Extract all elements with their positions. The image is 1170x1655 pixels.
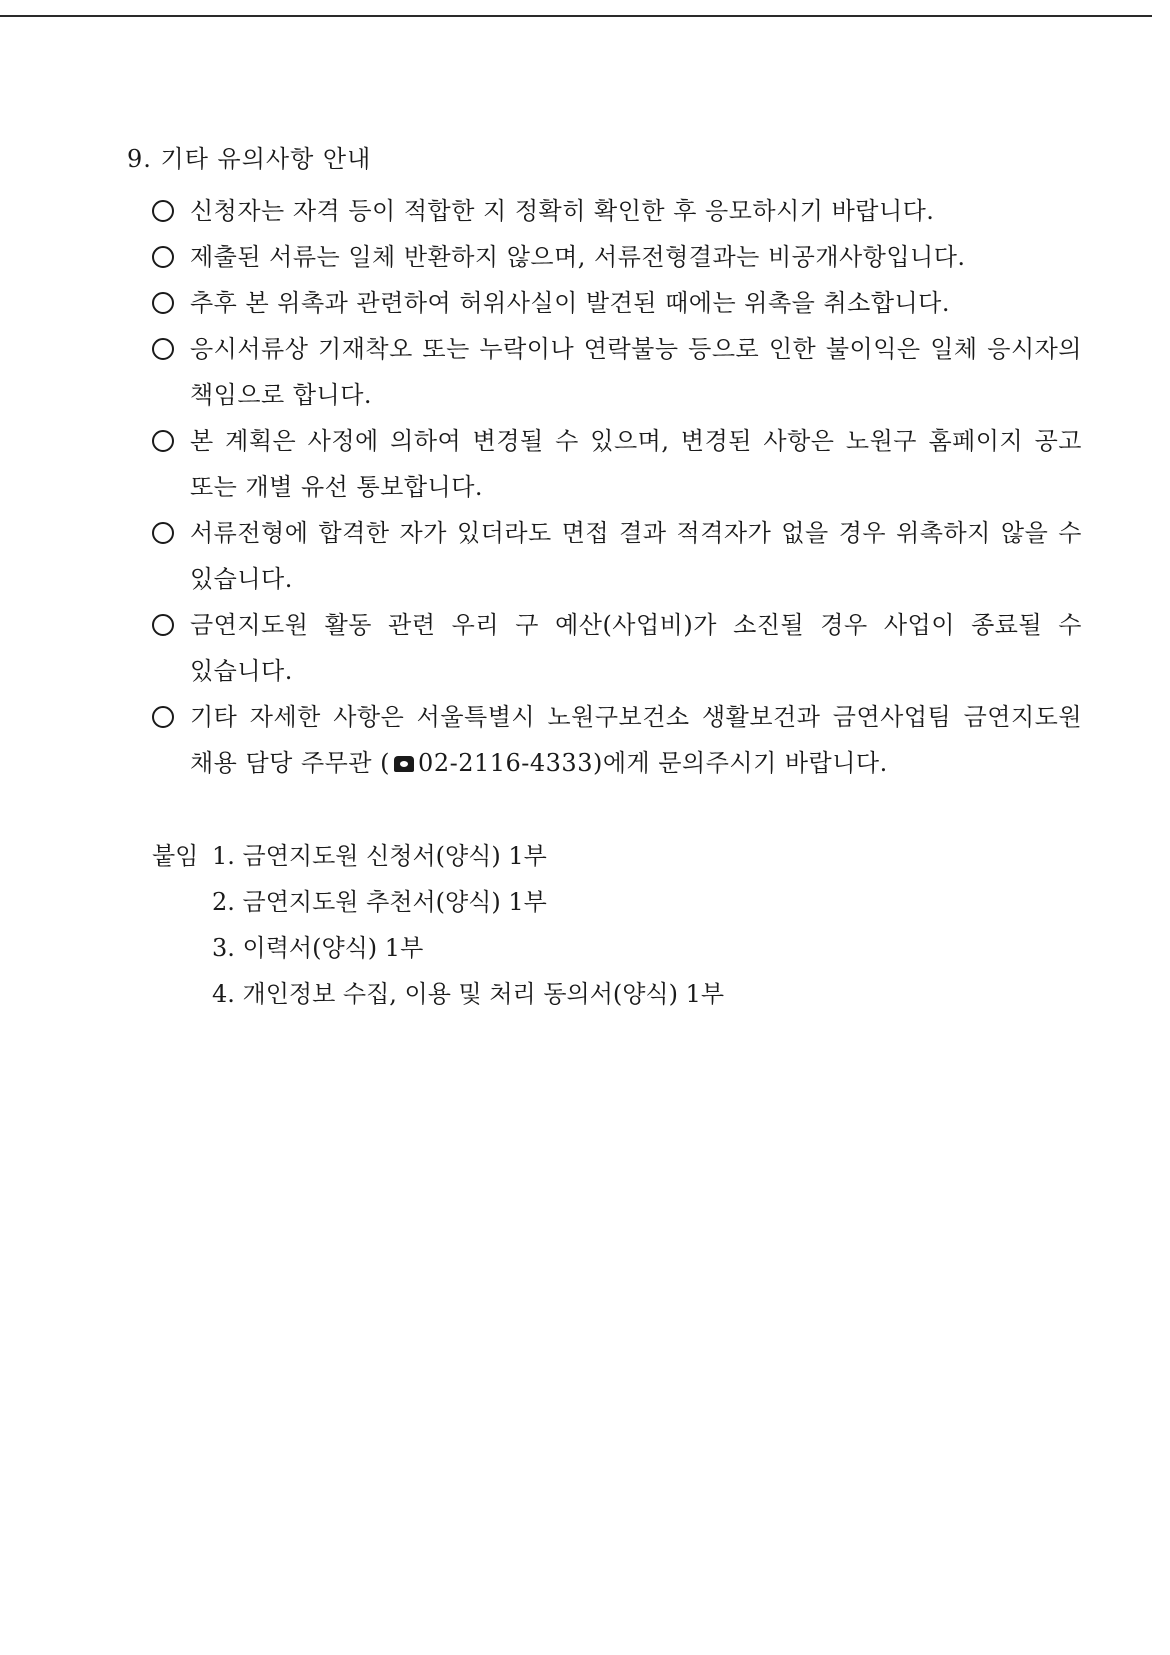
contact-notice-text <box>190 694 1082 786</box>
contact-text-before: 기타 자세한 사항은 서울특별시 노원구보건소 생활보건과 금연사업팀 금연지도원 채용 담당 주무관 ( <box>190 703 1082 777</box>
attachment-row <box>152 833 1052 879</box>
attachment-row <box>152 879 1052 925</box>
circle-bullet-icon <box>152 292 174 314</box>
notice-text: 신청자는 자격 등이 적합한 지 정확히 확인한 후 응모하시기 바랍니다. <box>190 197 935 225</box>
circle-bullet-icon <box>152 522 174 544</box>
list-item <box>152 602 1082 694</box>
contact-notice <box>152 694 1082 786</box>
circle-bullet-icon <box>152 200 174 222</box>
notice-text: 제출된 서류는 일체 반환하지 않으며, 서류전형결과는 비공개사항입니다. <box>190 243 966 271</box>
circle-bullet-icon <box>152 706 174 728</box>
attachments-label: 붙임 <box>152 842 199 870</box>
circle-bullet-icon <box>152 338 174 360</box>
section-heading: 9. 기타 유의사항 안내 <box>127 145 372 173</box>
list-item <box>152 326 1082 418</box>
list-item <box>152 234 1082 280</box>
circle-bullet-icon <box>152 430 174 452</box>
notice-text: 추후 본 위촉과 관련하여 허위사실이 발견된 때에는 위촉을 취소합니다. <box>190 289 950 317</box>
attachments-section <box>152 833 1052 1017</box>
list-item <box>152 418 1082 510</box>
list-item <box>152 188 1082 234</box>
attachment-row <box>152 925 1052 971</box>
list-item <box>152 280 1082 326</box>
notice-text: 응시서류상 기재착오 또는 누락이나 연락불능 등으로 인한 불이익은 일체 응시자의 책임으로 합니다. <box>190 335 1082 409</box>
list-item <box>152 510 1082 602</box>
attachment-item: 1. 금연지도원 신청서(양식) 1부 <box>212 842 547 870</box>
attachment-row <box>152 971 1052 1017</box>
circle-bullet-icon <box>152 246 174 268</box>
notice-text: 금연지도원 활동 관련 우리 구 예산(사업비)가 소진될 경우 사업이 종료될 수 있습니다. <box>190 611 1082 685</box>
attachment-item: 4. 개인정보 수집, 이용 및 처리 동의서(양식) 1부 <box>212 980 725 1008</box>
telephone-icon <box>394 756 414 772</box>
circle-bullet-icon <box>152 614 174 636</box>
attachment-item: 3. 이력서(양식) 1부 <box>212 934 424 962</box>
contact-phone-number: 02-2116-4333 <box>418 749 593 777</box>
notice-text: 서류전형에 합격한 자가 있더라도 면접 결과 적격자가 없을 경우 위촉하지 않을 수 있습니다. <box>190 519 1082 593</box>
notice-list <box>152 188 1082 786</box>
top-rule-divider <box>0 15 1152 17</box>
contact-text-after: )에게 문의주시기 바랍니다. <box>592 749 888 777</box>
attachment-item: 2. 금연지도원 추천서(양식) 1부 <box>212 888 547 916</box>
notice-text: 본 계획은 사정에 의하여 변경될 수 있으며, 변경된 사항은 노원구 홈페이지 공고 또는 개별 유선 통보합니다. <box>190 427 1082 501</box>
